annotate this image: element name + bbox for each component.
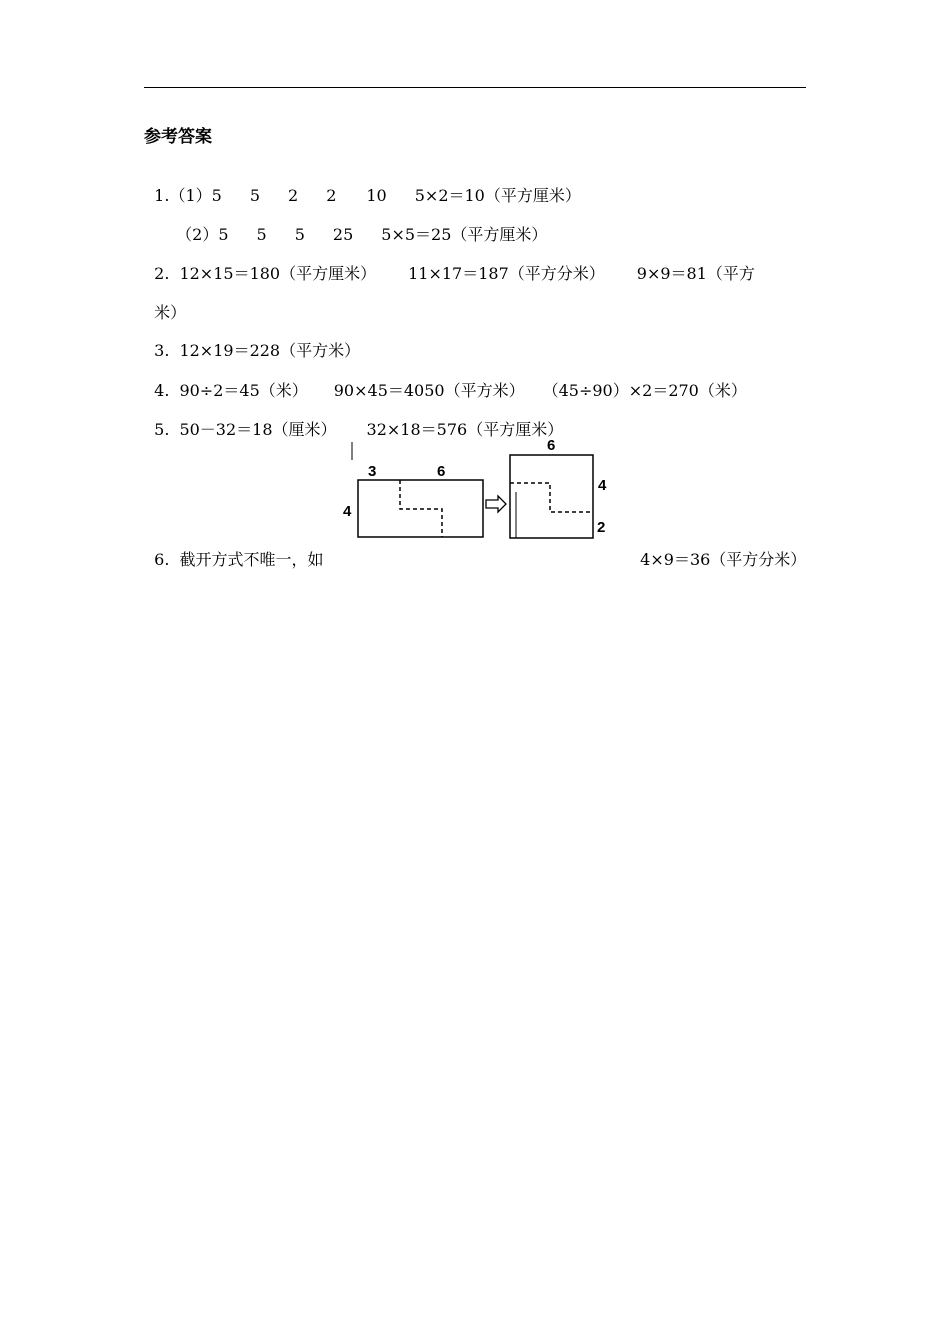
answer-number: 5.	[154, 420, 170, 439]
value: 5	[249, 186, 260, 205]
equation: 90×45＝4050（平方米）	[333, 381, 525, 400]
value: 5	[218, 225, 229, 244]
equation: 5×2＝10（平方厘米）	[414, 186, 581, 205]
value: 5	[256, 225, 267, 244]
top-label-6: 6	[547, 437, 556, 454]
equation: 12×15＝180（平方厘米）	[179, 264, 377, 283]
equation: （45÷90）×2＝270（米）	[550, 381, 747, 400]
equation: 50－32＝18（厘米）	[179, 420, 337, 439]
value: 2	[288, 186, 299, 205]
equation: 米）	[154, 303, 187, 322]
side-label-2: 2	[597, 519, 606, 536]
answer-6-equation	[630, 527, 806, 571]
rearranged-rectangle	[510, 455, 593, 538]
cut-and-rearrange-figure	[330, 432, 620, 547]
answer-number: 3.	[154, 341, 170, 360]
value: 25	[332, 225, 354, 244]
answer-4	[144, 358, 747, 402]
answer-number: 4.	[154, 381, 170, 400]
equation: 32×18＝576（平方厘米）	[366, 420, 564, 439]
value: 2	[326, 186, 337, 205]
equation: 4×9＝36（平方分米）	[640, 550, 807, 569]
arrow-right-icon	[486, 496, 506, 512]
answer-number: 2.	[154, 264, 170, 283]
answer-6-text	[144, 527, 323, 571]
value: 5	[211, 186, 222, 205]
cut-line	[400, 480, 442, 537]
value: 5	[294, 225, 305, 244]
side-label-4: 4	[343, 503, 352, 520]
equation: 90÷2＝45（米）	[179, 381, 308, 400]
side-label-4: 4	[598, 477, 607, 494]
answer-2	[144, 241, 755, 285]
equation: 5×5＝25（平方厘米）	[381, 225, 548, 244]
answer-number: 1.	[154, 186, 170, 205]
answer-3	[144, 318, 360, 362]
page-title: 参考答案	[144, 127, 212, 147]
equation: 9×9＝81（平方	[636, 264, 755, 283]
cut-line	[510, 483, 593, 512]
answer-text: 截开方式不唯一，如	[179, 550, 324, 569]
sub-label: （2）	[176, 225, 219, 244]
equation: 12×19＝228（平方米）	[179, 341, 361, 360]
answer-1-part-1	[144, 163, 581, 207]
equation: 11×17＝187（平方分米）	[408, 264, 605, 283]
top-label-3: 3	[368, 463, 377, 480]
sub-label: （1）	[169, 186, 212, 205]
answer-number: 6.	[154, 550, 170, 569]
value: 10	[366, 186, 387, 205]
answer-1-part-2	[166, 202, 547, 246]
top-label-6: 6	[437, 463, 446, 480]
header-rule	[144, 87, 806, 88]
